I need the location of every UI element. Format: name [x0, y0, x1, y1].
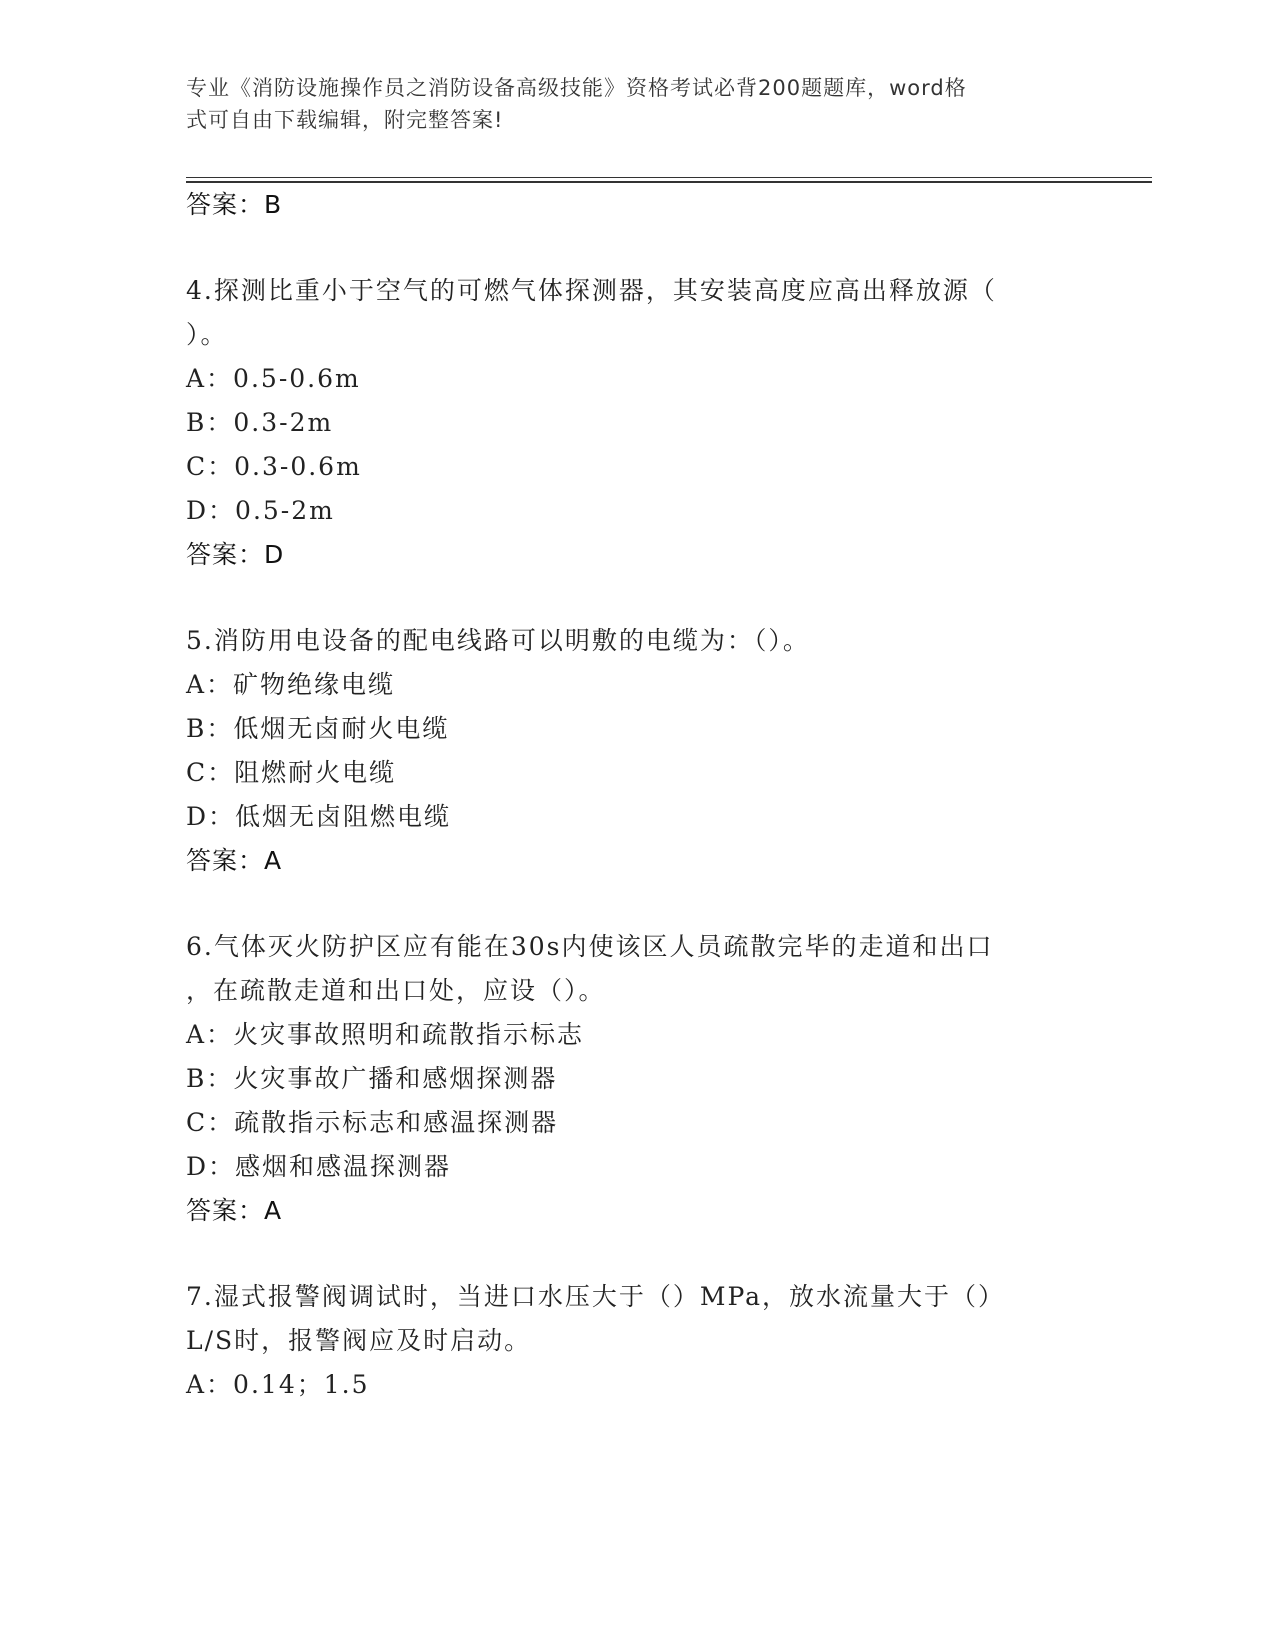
- header-divider-thick: [186, 181, 1152, 183]
- question-5-option-c: C：阻燃耐火电缆: [186, 758, 397, 787]
- question-7-option-a: A：0.14；1.5: [186, 1370, 370, 1399]
- question-4-stem-line-2: ）。: [186, 320, 228, 349]
- answer-q6: 答案：A: [186, 1196, 283, 1225]
- question-6-option-c: C：疏散指示标志和感温探测器: [186, 1108, 559, 1137]
- question-5-option-b: B：低烟无卤耐火电缆: [186, 714, 450, 743]
- question-6-option-d: D：感烟和感温探测器: [186, 1152, 452, 1181]
- question-6-option-b: B：火灾事故广播和感烟探测器: [186, 1064, 558, 1093]
- answer-q5: 答案：A: [186, 846, 283, 875]
- header-divider-thin: [186, 177, 1152, 178]
- question-7-stem-line-2: L/S时，报警阀应及时启动。: [186, 1326, 532, 1355]
- answer-q3: 答案：B: [186, 190, 283, 219]
- question-4-option-b: B：0.3-2m: [186, 408, 334, 437]
- answer-q4: 答案：D: [186, 540, 285, 569]
- question-5-stem-line-1: 5.消防用电设备的配电线路可以明敷的电缆为：（）。: [186, 626, 810, 655]
- header-line-1: 专业《消防设施操作员之消防设备高级技能》资格考试必背200题题库，word格: [186, 76, 967, 100]
- question-4-option-a: A：0.5-0.6m: [186, 364, 361, 393]
- question-6-stem-line-2: ，在疏散走道和出口处，应设（）。: [186, 976, 606, 1005]
- question-5-option-a: A：矿物绝缘电缆: [186, 670, 396, 699]
- question-4-stem-line-1: 4.探测比重小于空气的可燃气体探测器，其安装高度应高出释放源（: [186, 276, 997, 305]
- question-6-stem-line-1: 6.气体灭火防护区应有能在30s内使该区人员疏散完毕的走道和出口: [186, 932, 994, 961]
- question-7-stem-line-1: 7.湿式报警阀调试时，当进口水压大于（）MPa，放水流量大于（）: [186, 1282, 1006, 1311]
- question-4-option-c: C：0.3-0.6m: [186, 452, 362, 481]
- question-4-option-d: D：0.5-2m: [186, 496, 335, 525]
- question-6-option-a: A：火灾事故照明和疏散指示标志: [186, 1020, 585, 1049]
- header-line-2: 式可自由下载编辑，附完整答案!: [186, 108, 504, 132]
- question-5-option-d: D：低烟无卤阻燃电缆: [186, 802, 452, 831]
- document-header: [186, 72, 1066, 136]
